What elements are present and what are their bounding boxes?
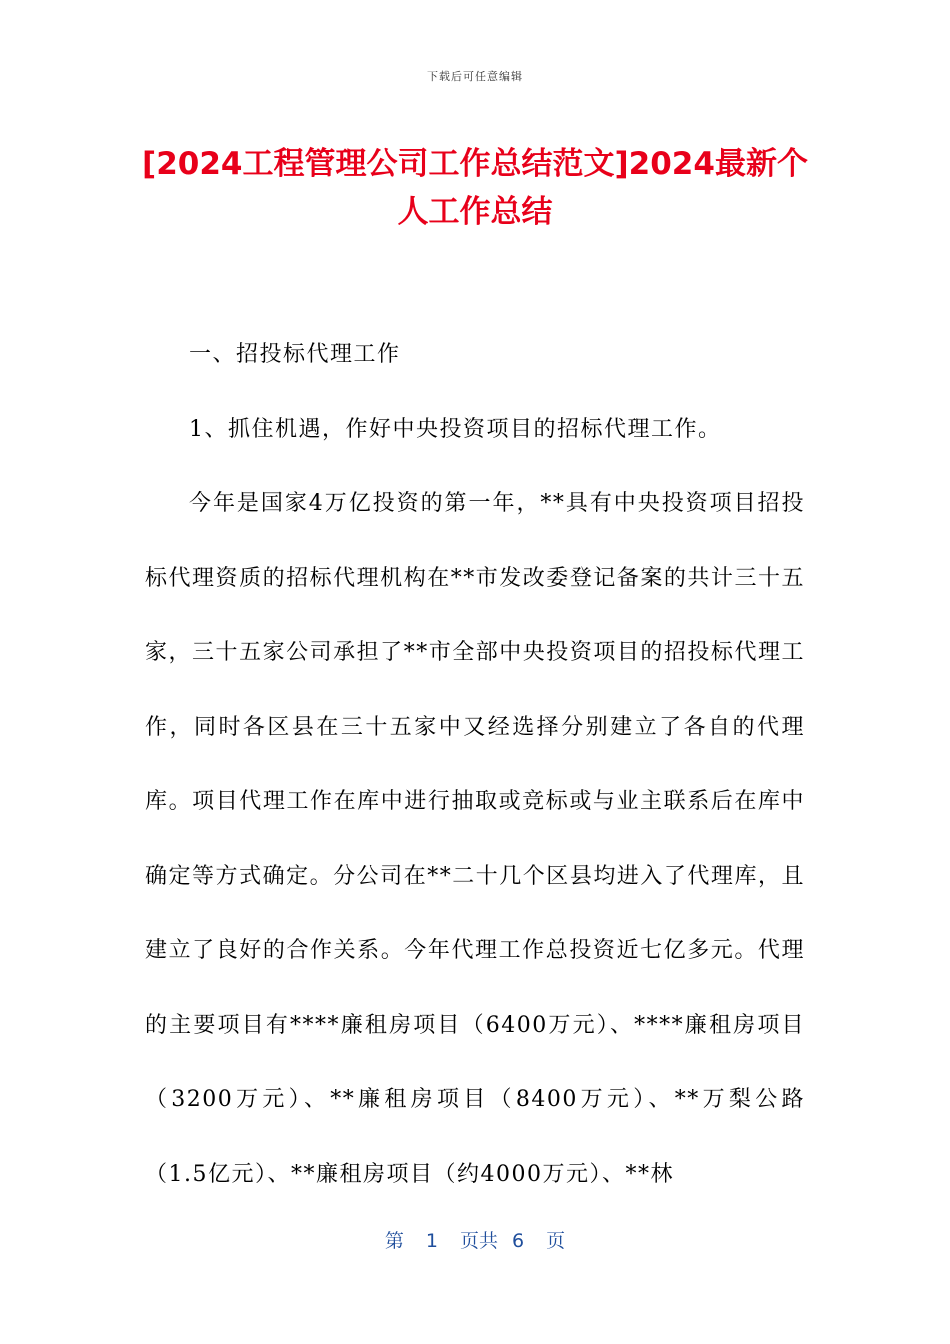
page-header-note: 下载后可任意编辑 <box>427 70 523 83</box>
footer-page-number: 1 <box>425 1230 438 1252</box>
footer-page-middle: 页共 <box>459 1230 498 1252</box>
document-title: [2024工程管理公司工作总结范文]2024最新个人工作总结 <box>142 146 808 230</box>
section-heading: 一、招投标代理工作 <box>189 342 401 367</box>
body-paragraph: 今年是国家4万亿投资的第一年，**具有中央投资项目招投标代理资质的招标代理机构在**市发改委登记备案的共计三十五家，三十五家公司承担了**市全部中央投资项目的招投标代理工作，同时各区县在三十五家中又经选择分别建立了各自的代理库。项目代理工作在库中进行抽取或竞标或与业主联系后在库中确定等方式确定。分公司在**二十几个区县均进入了代理库，且建立了良好的合作关系。今年代理工作总投资近七亿多元。代理的主要项目有****廉租房项目（6400万元）、****廉租房项目（3200万元）、**廉租房项目（8400万元）、**万梨公路（1.5亿元）、**廉租房项目（约4000万元）、**林 <box>145 491 805 1187</box>
subsection-heading: 1、抓住机遇，作好中央投资项目的招标代理工作。 <box>189 416 722 442</box>
footer-page-prefix: 第 <box>384 1230 404 1252</box>
footer-page-suffix: 页 <box>546 1230 566 1252</box>
page-footer <box>0 1226 950 1253</box>
footer-total-pages: 6 <box>512 1230 525 1252</box>
document-body <box>145 318 805 1212</box>
